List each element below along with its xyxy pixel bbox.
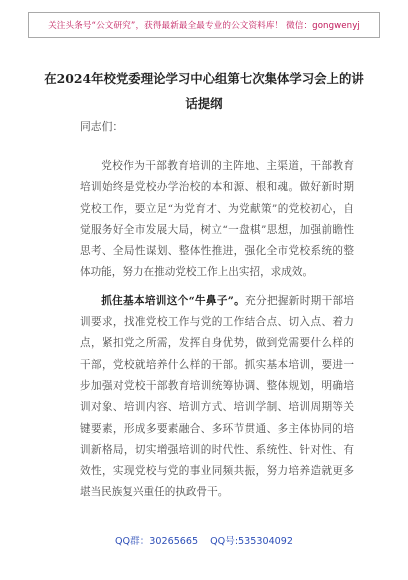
paragraph-lead: 抓住基本培训这个“牛鼻子”。 <box>101 294 246 307</box>
contact-footer <box>0 533 408 547</box>
greeting: 同志们： <box>80 120 124 133</box>
paragraph <box>80 291 354 504</box>
promo-banner-text: 关注头条号“公文研究”，获得最新最全最专业的公文资料库！ 微信：gongwenyj <box>48 21 360 31</box>
paragraph: 党校作为干部教育培训的主阵地、主渠道，干部教育培训始终是党校办学治校的本和源、根和魂。做好新时期党校工作，要立足“为党育才、为党献策”的党校初心，自觉服务好全市发展大局，树立“一盘棋”思想，加强前瞻性思考、全局性谋划、整体性推进，强化全市党校系统的整体功能，努力在推动党校工作上出实招，求成效。 <box>80 160 354 279</box>
promo-banner <box>28 12 380 38</box>
qq-group-text: QQ群：30265665 <box>115 536 199 547</box>
document-body <box>80 156 354 511</box>
paragraph-text: 充分把握新时期干部培训要求，找准党校工作与党的工作结合点、切入点、着力点，紧扣党之所需，发挥自身优势，做到党需要什么样的干部，党校就培养什么样的干部。抓实基本培训，要进一步加强对党校干部教育培训统筹协调、整体规划，明确培训对象、培训内容、培训方式、培训学制、培训周期等关键要素，形成多要素融合、多环节贯通、多主体协同的培训新格局，切实增强培训的时代性、系统性、针对性、有效性，实现党校与党的事业同频共振，努力培养造就更多堪当民族复兴重任的执政骨干。 <box>80 294 355 499</box>
qq-number-text: QQ号:535304092 <box>210 536 293 547</box>
document-title: 在2024年校党委理论学习中心组第七次集体学习会上的讲话提纲 <box>44 71 364 111</box>
